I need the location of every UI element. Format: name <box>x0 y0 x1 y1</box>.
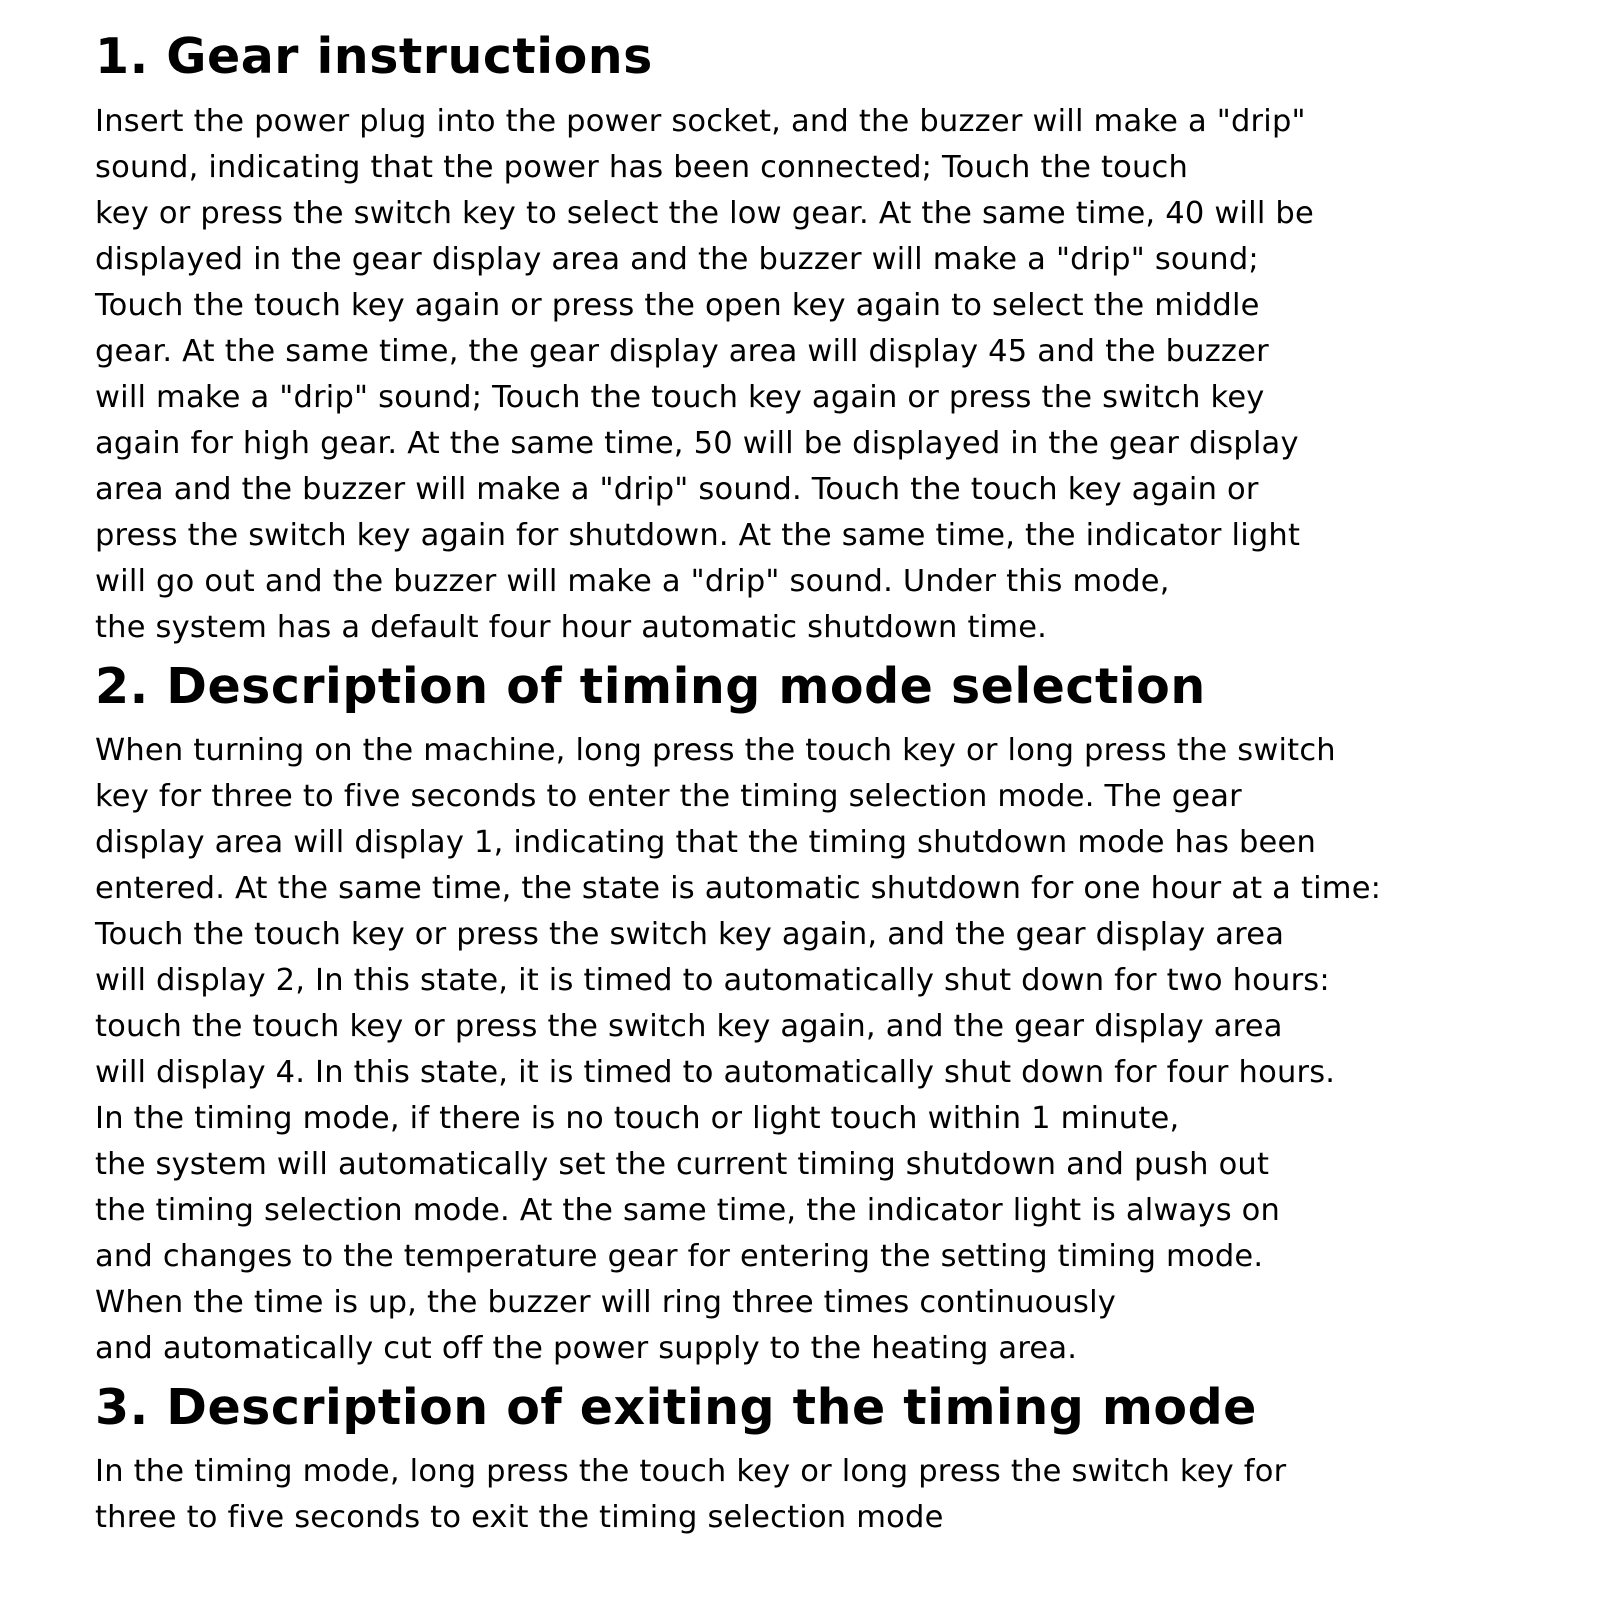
text-line: key or press the switch key to select the low gear. At the same time, 40 will be <box>95 196 1314 231</box>
text-line: and changes to the temperature gear for entering the setting timing mode. <box>95 1239 1264 1274</box>
text-line: will make a "drip" sound; Touch the touch key again or press the switch key <box>95 380 1265 415</box>
text-line: touch the touch key or press the switch key again, and the gear display area <box>95 1009 1283 1044</box>
section-body-gear-instructions <box>95 99 1314 651</box>
text-line: Touch the touch key again or press the open key again to select the middle <box>95 288 1260 323</box>
text-line: will go out and the buzzer will make a "drip" sound. Under this mode, <box>95 564 1170 599</box>
text-line: the timing selection mode. At the same time, the indicator light is always on <box>95 1193 1281 1228</box>
text-line: gear. At the same time, the gear display area will display 45 and the buzzer <box>95 334 1269 369</box>
text-line: sound, indicating that the power has been connected; Touch the touch <box>95 150 1189 185</box>
section-heading-exiting-timing-mode: 3. Description of exiting the timing mode <box>95 1379 1257 1436</box>
text-line: displayed in the gear display area and the buzzer will make a "drip" sound; <box>95 242 1259 277</box>
text-line: the system has a default four hour automatic shutdown time. <box>95 610 1048 645</box>
text-line: When turning on the machine, long press the touch key or long press the switch <box>95 733 1336 768</box>
text-line: display area will display 1, indicating that the timing shutdown mode has been <box>95 825 1316 860</box>
text-line: and automatically cut off the power supply to the heating area. <box>95 1331 1078 1366</box>
section-body-exiting-timing-mode <box>95 1449 1286 1541</box>
text-line: will display 4. In this state, it is timed to automatically shut down for four hours. <box>95 1055 1336 1090</box>
section-body-timing-mode-selection <box>95 728 1381 1372</box>
text-line: Touch the touch key or press the switch key again, and the gear display area <box>95 917 1285 952</box>
section-heading-gear-instructions: 1. Gear instructions <box>95 28 653 85</box>
text-line: When the time is up, the buzzer will ring three times continuously <box>95 1285 1117 1320</box>
text-line: In the timing mode, if there is no touch or light touch within 1 minute, <box>95 1101 1180 1136</box>
text-line: key for three to five seconds to enter the timing selection mode. The gear <box>95 779 1242 814</box>
text-line: area and the buzzer will make a "drip" sound. Touch the touch key again or <box>95 472 1259 507</box>
text-line: three to five seconds to exit the timing selection mode <box>95 1500 944 1535</box>
text-line: will display 2, In this state, it is timed to automatically shut down for two hours: <box>95 963 1330 998</box>
text-line: press the switch key again for shutdown. At the same time, the indicator light <box>95 518 1301 553</box>
text-line: Insert the power plug into the power socket, and the buzzer will make a "drip" <box>95 104 1306 139</box>
text-line: the system will automatically set the current timing shutdown and push out <box>95 1147 1270 1182</box>
text-line: again for high gear. At the same time, 50 will be displayed in the gear display <box>95 426 1299 461</box>
text-line: entered. At the same time, the state is automatic shutdown for one hour at a time: <box>95 871 1382 906</box>
text-line: In the timing mode, long press the touch key or long press the switch key for <box>95 1454 1287 1489</box>
section-heading-timing-mode-selection: 2. Description of timing mode selection <box>95 658 1206 715</box>
